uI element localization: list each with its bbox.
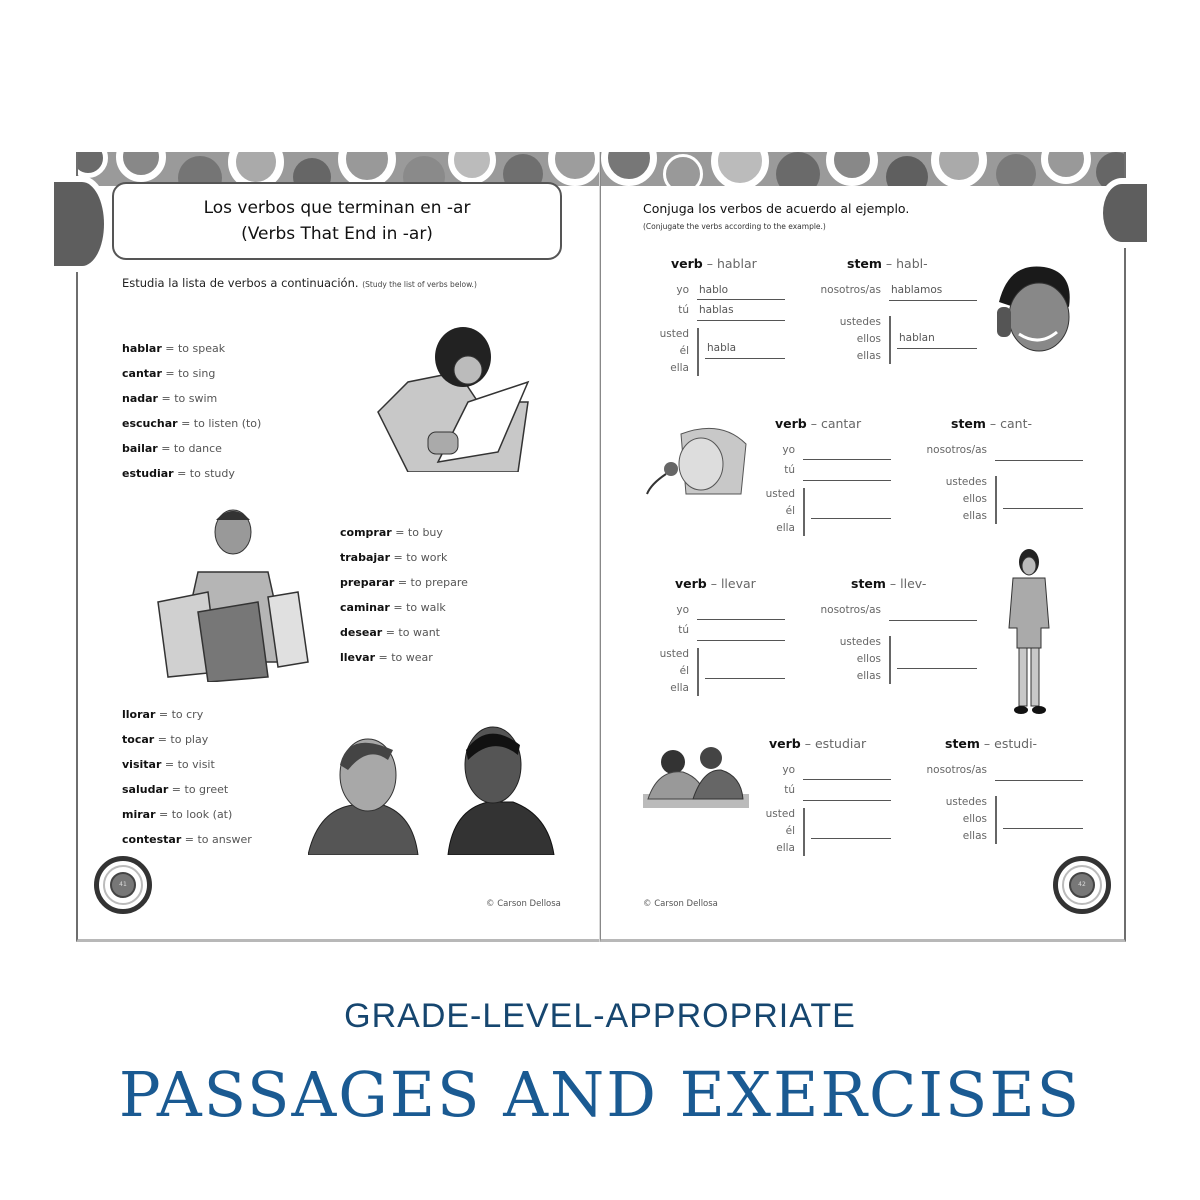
answer-line-ustedes[interactable]	[1003, 828, 1083, 829]
instruction-spanish: Estudia la lista de verbos a continuación.	[122, 276, 359, 290]
answer-line-ustedes[interactable]	[897, 668, 977, 669]
bracket	[803, 808, 805, 856]
pronoun-tu: tú	[784, 784, 795, 796]
decorative-corner-circle	[1097, 178, 1147, 248]
pronoun-yo: yo	[676, 284, 689, 296]
vocab-item: estudiar = to study	[122, 467, 235, 480]
pronoun-tu: tú	[678, 304, 689, 316]
vocab-item: contestar = to answer	[122, 833, 252, 846]
pronoun-group-usted: usted él ella	[765, 488, 795, 534]
vocab-list-1	[122, 336, 261, 486]
pronoun-group-usted: usted él ella	[659, 648, 689, 694]
decorative-circle-band	[601, 152, 1124, 186]
vocab-item: llevar = to wear	[340, 651, 433, 664]
bracket	[889, 636, 891, 684]
vocab-item: trabajar = to work	[340, 551, 448, 564]
vocab-item: mirar = to look (at)	[122, 808, 233, 821]
vocab-item: nadar = to swim	[122, 392, 218, 405]
two-men-greeting-illustration	[308, 720, 558, 855]
conjugate-instruction: Conjuga los verbos de acuerdo al ejemplo.	[643, 201, 910, 216]
verb-heading: verb – cantar	[775, 416, 862, 431]
decorative-circle-band	[78, 152, 599, 186]
answer-line-ustedes[interactable]	[1003, 508, 1083, 509]
pronoun-tu: tú	[678, 624, 689, 636]
girl-standing-illustration	[1001, 548, 1057, 718]
answer-line-nosotros[interactable]	[995, 460, 1083, 461]
answer-line-yo	[697, 299, 785, 300]
vocab-item: saludar = to greet	[122, 783, 229, 796]
girl-singing-illustration	[641, 424, 751, 500]
study-instruction	[122, 276, 477, 290]
pronoun-nosotros: nosotros/as	[926, 444, 987, 456]
verb-heading: verb – estudiar	[769, 736, 867, 751]
pronoun-yo: yo	[782, 444, 795, 456]
answer-line-yo[interactable]	[803, 459, 891, 460]
man-with-shopping-bags-illustration	[148, 502, 318, 682]
answer-line-yo[interactable]	[803, 779, 891, 780]
vocab-item: llorar = to cry	[122, 708, 204, 721]
pronoun-group-usted: usted él ella	[659, 328, 689, 374]
answer-line-usted[interactable]	[811, 518, 891, 519]
verb-heading: verb – hablar	[671, 256, 757, 271]
vocab-list-3	[122, 702, 252, 852]
answer-line-usted	[705, 358, 785, 359]
stem-heading: stem – estudi-	[945, 736, 1038, 751]
copyright-text: © Carson Dellosa	[643, 899, 718, 909]
pronoun-group-ustedes: ustedes ellos ellas	[839, 636, 881, 682]
page-title-box	[112, 182, 562, 260]
page-title-spanish: Los verbos que terminan en -ar	[203, 198, 471, 218]
pronoun-nosotros: nosotros/as	[820, 604, 881, 616]
conjugate-instruction-english: (Conjugate the verbs according to the example.)	[643, 222, 826, 231]
left-page	[76, 152, 600, 942]
copyright-text: © Carson Dellosa	[486, 899, 561, 909]
answer-usted: habla	[707, 342, 737, 354]
banner-title: PASSAGES AND EXERCISES	[118, 1058, 1082, 1131]
pronoun-nosotros: nosotros/as	[820, 284, 881, 296]
stem-heading: stem – cant-	[951, 416, 1032, 431]
verb-heading: verb – llevar	[675, 576, 756, 591]
bracket	[995, 796, 997, 844]
bracket	[697, 648, 699, 696]
vocab-item: bailar = to dance	[122, 442, 222, 455]
girl-writing-illustration	[368, 322, 538, 472]
bracket	[889, 316, 891, 364]
answer-line-usted[interactable]	[705, 678, 785, 679]
vocab-item: preparar = to prepare	[340, 576, 468, 589]
vocab-item: desear = to want	[340, 626, 440, 639]
page-title-english: (Verbs That End in -ar)	[241, 224, 433, 244]
answer-tu: hablas	[699, 304, 734, 316]
answer-line-tu[interactable]	[697, 640, 785, 641]
page-number-badge: 42	[1053, 856, 1111, 914]
pronoun-group-usted: usted él ella	[765, 808, 795, 854]
answer-line-nosotros[interactable]	[995, 780, 1083, 781]
answer-yo: hablo	[699, 284, 729, 296]
answer-ustedes: hablan	[899, 332, 935, 344]
answer-line-nosotros	[889, 300, 977, 301]
pronoun-nosotros: nosotros/as	[926, 764, 987, 776]
vocab-item: tocar = to play	[122, 733, 209, 746]
answer-nosotros: hablamos	[891, 284, 943, 296]
bracket	[803, 488, 805, 536]
pronoun-yo: yo	[676, 604, 689, 616]
vocab-item: comprar = to buy	[340, 526, 443, 539]
answer-line-ustedes	[897, 348, 977, 349]
stem-heading: stem – llev-	[851, 576, 927, 591]
stem-heading: stem – habl-	[847, 256, 928, 271]
vocab-list-2	[340, 520, 468, 670]
students-studying-illustration	[643, 744, 749, 808]
banner-subtitle: GRADE-LEVEL-APPROPRIATE	[344, 997, 856, 1035]
answer-line-tu	[697, 320, 785, 321]
vocab-item: visitar = to visit	[122, 758, 215, 771]
pronoun-group-ustedes: ustedes ellos ellas	[945, 476, 987, 522]
pronoun-group-ustedes: ustedes ellos ellas	[839, 316, 881, 362]
vocab-item: caminar = to walk	[340, 601, 446, 614]
boy-on-phone-illustration	[989, 262, 1075, 358]
answer-line-tu[interactable]	[803, 480, 891, 481]
page-number-badge: 41	[94, 856, 152, 914]
right-page	[600, 152, 1126, 942]
vocab-item: cantar = to sing	[122, 367, 216, 380]
conjugation-block-cantar	[747, 416, 1187, 546]
answer-line-nosotros[interactable]	[889, 620, 977, 621]
pronoun-tu: tú	[784, 464, 795, 476]
vocab-item: escuchar = to listen (to)	[122, 417, 262, 430]
bracket	[995, 476, 997, 524]
instruction-english: (Study the list of verbs below.)	[362, 280, 477, 289]
answer-line-usted[interactable]	[811, 838, 891, 839]
conjugation-block-estudiar	[747, 736, 1187, 866]
workbook-spread	[76, 152, 1126, 942]
vocab-item: hablar = to speak	[122, 342, 226, 355]
answer-line-tu[interactable]	[803, 800, 891, 801]
pronoun-yo: yo	[782, 764, 795, 776]
answer-line-yo[interactable]	[697, 619, 785, 620]
decorative-corner-circle	[54, 176, 110, 272]
pronoun-group-ustedes: ustedes ellos ellas	[945, 796, 987, 842]
bracket	[697, 328, 699, 376]
